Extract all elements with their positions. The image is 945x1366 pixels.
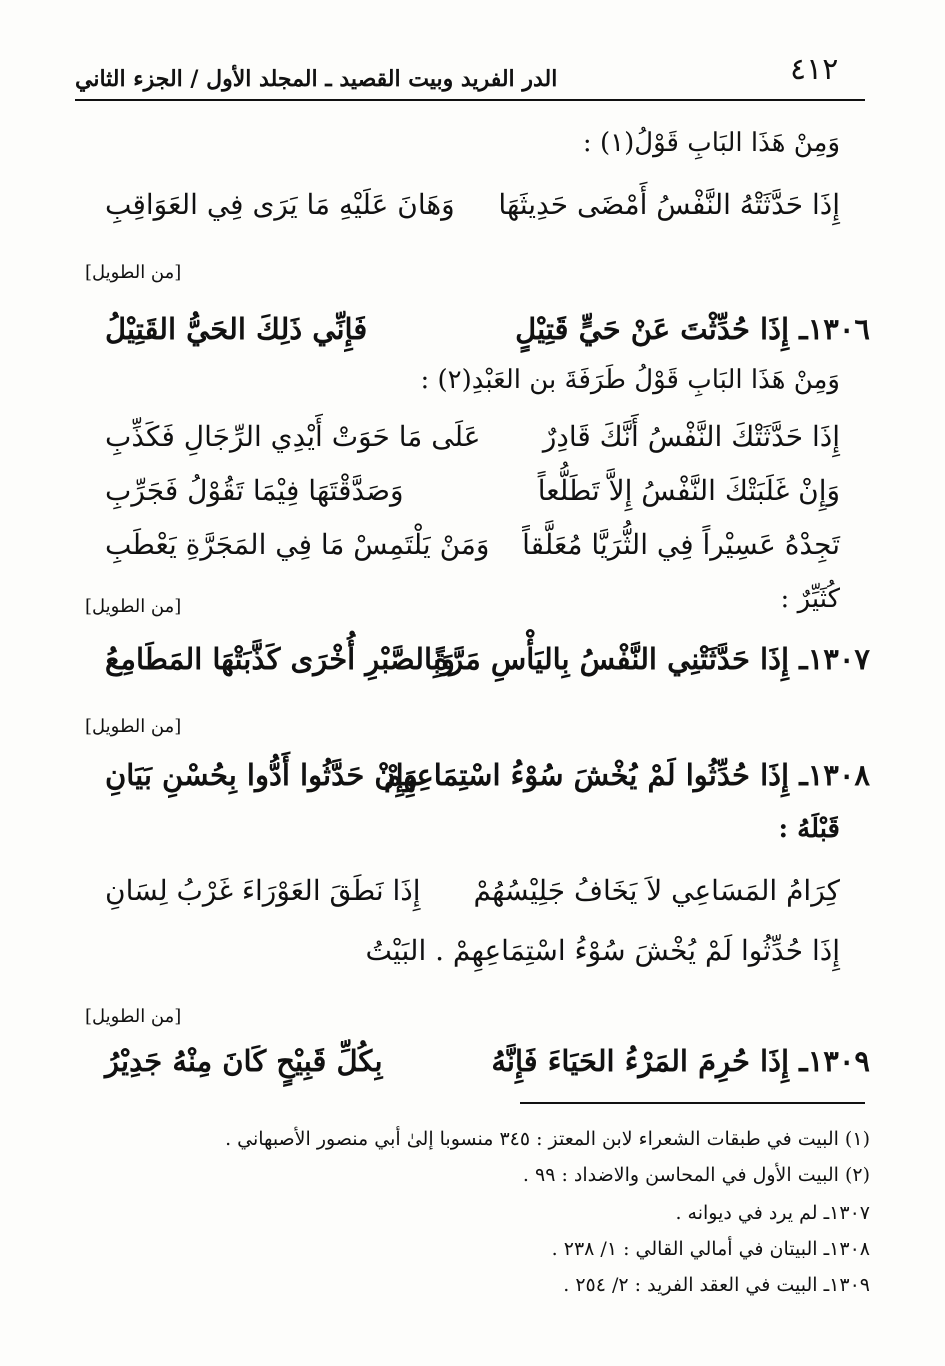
verse-1-hemistich-right: إِذَا حَدَّثَتْهُ النَّفْسُ أَمْضَى حَدِيثَهَا bbox=[498, 188, 840, 221]
verse-2-hemistich-left: عَلَى مَا حَوَتْ أَيْدِي الرِّجَالِ فَكَذِّبِ bbox=[105, 420, 481, 453]
footnote-1: (١) البيت في طبقات الشعراء لابن المعتز : ٣٤٥ منسوبا إلىٰ أبي منصور الأصبهاني . bbox=[225, 1128, 870, 1150]
header-rule bbox=[75, 99, 865, 101]
qablahu-label: قَبْلَهُ : bbox=[778, 814, 840, 844]
verse-1306-hemistich-right: ١٣٠٦ـ إِذَا حُدِّثْتَ عَنْ حَيٍّ قَتِيْلٍ bbox=[515, 312, 870, 346]
verse-1307-hemistich-left: وَبِالصَّبْرِ أُخْرَى كَذَّبَتْهَا المَطَامِعُ bbox=[105, 642, 455, 676]
verse-2-hemistich-right: إِذَا حَدَّثَتْكَ النَّفْسُ أَنَّكَ قَادِرٌ bbox=[542, 420, 840, 453]
verse-1306-hemistich-left: فَإِنِّي ذَلِكَ الحَيُّ القَتِيْلُ bbox=[105, 312, 368, 346]
footnote-1309: ١٣٠٩ـ البيت في العقد الفريد : ٢/ ٢٥٤ . bbox=[563, 1274, 870, 1296]
footnote-1307: ١٣٠٧ـ لم يرد في ديوانه . bbox=[675, 1202, 870, 1224]
verse-1309-hemistich-left: بِكُلِّ قَبِيْحٍ كَانَ مِنْهُ جَدِيْرُ bbox=[105, 1044, 383, 1078]
verse-5-hemistich-right: كِرَامُ المَسَاعِي لاَ يَخَافُ جَلِيْسُهُمْ bbox=[473, 874, 840, 907]
verse-1308-hemistich-left: وَإِنْ حَدَّثُوا أَدُّوا بِحُسْنِ بَيَانِ bbox=[105, 758, 418, 792]
meter-label: [من الطويل] bbox=[85, 716, 182, 737]
verse-6-line: إِذَا حُدِّثُوا لَمْ يُخْشَ سُوْءُ اسْتِمَاعِهِمْ . البَيْتُ bbox=[365, 934, 840, 967]
poet-label: كُثَيِّرٌ : bbox=[780, 584, 840, 614]
intro-line-2: وَمِنْ هَذَا البَابِ قَوْلُ طَرَفَةَ بن العَبْدِ(٢) : bbox=[420, 365, 840, 395]
footnote-1308: ١٣٠٨ـ البيتان في أمالي القالي : ١/ ٢٣٨ . bbox=[551, 1238, 870, 1260]
footnote-2: (٢) البيت الأول في المحاسن والاضداد : ٩٩ . bbox=[522, 1164, 870, 1186]
verse-1-hemistich-left: وَهَانَ عَلَيْهِ مَا يَرَى فِي العَوَاقِبِ bbox=[105, 188, 455, 221]
page-number: ٤١٢ bbox=[790, 52, 839, 87]
verse-1309-hemistich-right: ١٣٠٩ـ إِذَا حُرِمَ المَرْءُ الحَيَاءَ فَإِنَّهُ bbox=[491, 1044, 870, 1078]
verse-1307-hemistich-right: ١٣٠٧ـ إِذَا حَدَّثَتْنِي النَّفْسُ بِاليَأْسِ مَرَّةً bbox=[434, 642, 870, 676]
verse-5-hemistich-left: إِذَا نَطَقَ العَوْرَاءَ غَرْبُ لِسَانِ bbox=[105, 874, 421, 907]
verse-4-hemistich-right: تَجِدْهُ عَسِيْراً فِي الثُّرَيَّا مُعَلَّقاً bbox=[522, 528, 840, 561]
meter-label: [من الطويل] bbox=[85, 1006, 182, 1027]
meter-label: [من الطويل] bbox=[85, 596, 182, 617]
meter-label: [من الطويل] bbox=[85, 262, 182, 283]
verse-4-hemistich-left: وَمَنْ يَلْتَمِسْ مَا فِي المَجَرَّةِ يَعْطَبِ bbox=[105, 528, 490, 561]
footnote-rule bbox=[520, 1102, 865, 1104]
intro-line-1: وَمِنْ هَذَا البَابِ قَوْلُ(١) : bbox=[582, 128, 840, 158]
verse-1308-hemistich-right: ١٣٠٨ـ إِذَا حُدِّثُوا لَمْ يُخْشَ سُوْءُ اسْتِمَاعِهِمْ bbox=[383, 758, 870, 792]
verse-3-hemistich-right: وَإِنْ غَلَبَتْكَ النَّفْسُ إِلاَّ تَطَلُّعاً bbox=[537, 474, 840, 507]
running-title: الدر الفريد وبيت القصيد ـ المجلد الأول / الجزء الثاني bbox=[75, 66, 558, 92]
verse-3-hemistich-left: وَصَدَّقْتَهَا فِيْمَا تَقُوْلُ فَجَرِّبِ bbox=[105, 474, 404, 507]
